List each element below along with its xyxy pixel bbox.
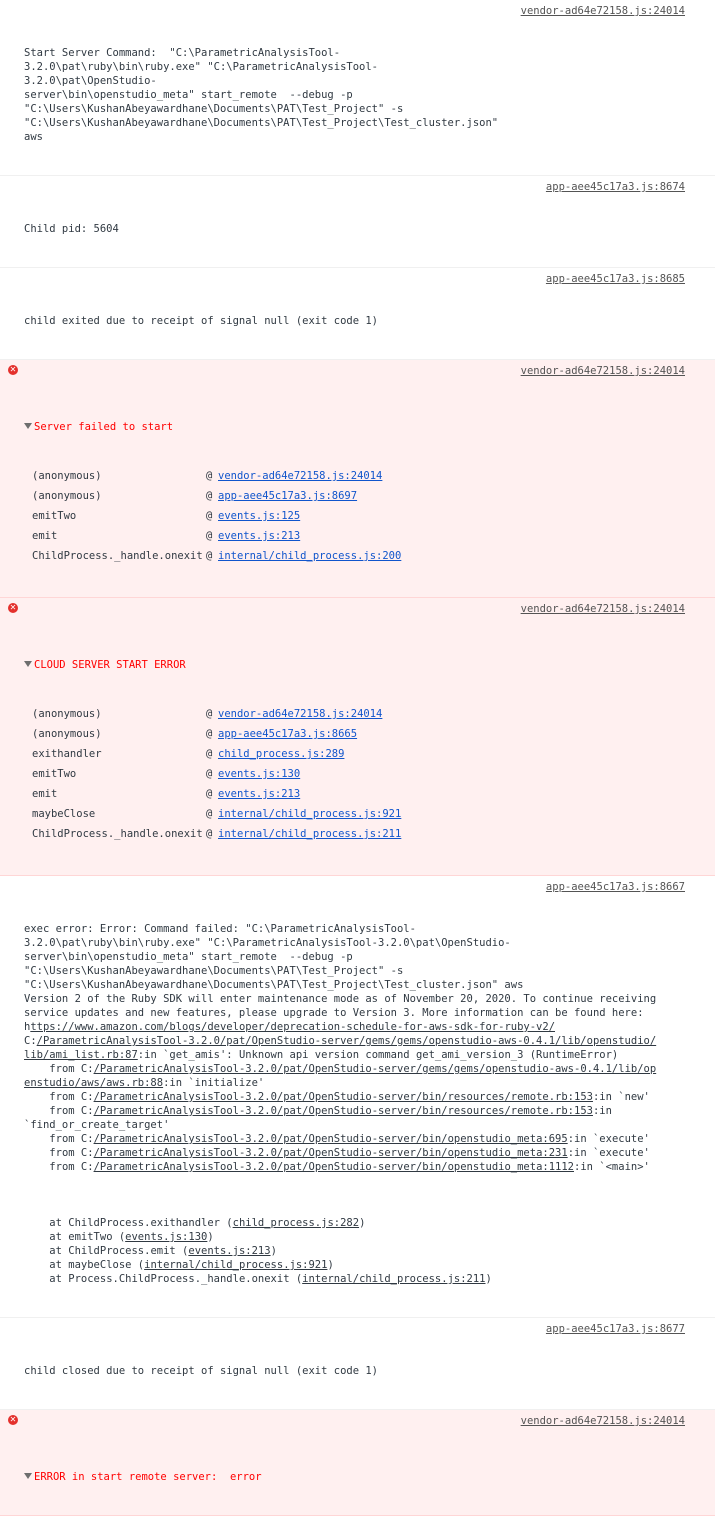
- js-frame-suffix: ): [485, 1273, 492, 1285]
- frame-location-link[interactable]: internal/child_process.js:200: [218, 550, 402, 562]
- runtime-error-text: :in `get_amis': Unknown api version command get_ami_version_3 (RuntimeError): [137, 1049, 619, 1061]
- js-frame-prefix: at maybeClose (: [24, 1259, 145, 1271]
- error-icon: ✕: [9, 1415, 17, 1424]
- stack-frame: [24, 506, 689, 526]
- ruby-frame-prefix: from C:: [24, 1063, 94, 1075]
- frame-function: exithandler: [32, 748, 102, 760]
- deprecation-link[interactable]: ttps://www.amazon.com/blogs/developer/deprecation-schedule-for-aws-sdk-for-ruby-v2/: [30, 1021, 556, 1033]
- error-icon: ✕: [9, 365, 17, 374]
- ruby-frame-suffix: :in `new': [592, 1091, 650, 1103]
- ruby-frame-link[interactable]: /ParametricAnalysisTool-3.2.0/pat/OpenStudio-server/bin/resources/remote.rb:153: [93, 1091, 593, 1103]
- at-symbol: @: [206, 728, 213, 740]
- js-frame-suffix: ): [270, 1245, 277, 1257]
- source-link[interactable]: vendor-ad64e72158.js:24014: [520, 365, 685, 377]
- message-text: Start Server Command: "C:\ParametricAnalysisTool- 3.2.0\pat\ruby\bin\ruby.exe" "C:\ParametricAnalysisTool-3.2.0\pat\OpenStudio- server\bin\openstudio_meta" start_remote --debug -p "C:\Users\KushanAbeyawardhane\Documents\PAT\Test_Project" -s "C:\Users\KushanAbeyawardhane\Documents\PAT\Test_Project\Test_cluster.json" aws: [24, 47, 499, 143]
- at-symbol: @: [206, 828, 213, 840]
- ruby-frame-suffix: :in `execute': [567, 1147, 650, 1159]
- stack-frame: [24, 526, 689, 546]
- js-frame-link[interactable]: events.js:213: [188, 1245, 271, 1257]
- js-frame-link[interactable]: internal/child_process.js:211: [302, 1273, 486, 1285]
- ruby-frame-prefix: from C:: [24, 1091, 94, 1103]
- ruby-frame-link[interactable]: /ParametricAnalysisTool-3.2.0/pat/OpenStudio-server/gems/gems/openstudio-aws-0.4.1/lib/op enstudio/aws/aws.rb:88: [24, 1063, 657, 1089]
- stack-trace: [24, 704, 689, 844]
- at-symbol: @: [206, 510, 213, 522]
- frame-function: (anonymous): [32, 728, 102, 740]
- frame-function: emit: [32, 788, 58, 800]
- at-symbol: @: [206, 550, 213, 562]
- console-error-remote-server: [0, 1410, 715, 1516]
- source-link[interactable]: vendor-ad64e72158.js:24014: [520, 5, 685, 17]
- stack-frame: [24, 804, 689, 824]
- expand-triangle-icon[interactable]: [24, 661, 32, 667]
- frame-function: emitTwo: [32, 768, 77, 780]
- frame-location-link[interactable]: vendor-ad64e72158.js:24014: [218, 470, 383, 482]
- frame-function: maybeClose: [32, 808, 96, 820]
- ruby-frame-link[interactable]: /ParametricAnalysisTool-3.2.0/pat/OpenStudio-server/bin/openstudio_meta:1112: [93, 1161, 574, 1173]
- js-frame-link[interactable]: child_process.js:282: [232, 1217, 360, 1229]
- source-link[interactable]: app-aee45c17a3.js:8685: [545, 273, 685, 285]
- stack-frame: [24, 764, 689, 784]
- path-drive: C:: [24, 1035, 37, 1047]
- at-symbol: @: [206, 808, 213, 820]
- ruby-frame-link[interactable]: /ParametricAnalysisTool-3.2.0/pat/OpenStudio-server/bin/openstudio_meta:231: [93, 1147, 568, 1159]
- stack-frame: [24, 704, 689, 724]
- ruby-frame-link[interactable]: /ParametricAnalysisTool-3.2.0/pat/OpenStudio-server/bin/resources/remote.rb:153: [93, 1105, 593, 1117]
- error-title: CLOUD SERVER START ERROR: [34, 659, 186, 671]
- source-link[interactable]: app-aee45c17a3.js:8677: [545, 1323, 685, 1335]
- stack-frame: [24, 724, 689, 744]
- error-title: ERROR in start remote server: error: [34, 1471, 262, 1483]
- js-frame-prefix: at ChildProcess.emit (: [24, 1245, 189, 1257]
- frame-function: (anonymous): [32, 490, 102, 502]
- ruby-frame-suffix: :in `find_or_create_target': [24, 1105, 612, 1131]
- source-link[interactable]: app-aee45c17a3.js:8667: [545, 881, 685, 893]
- ruby-backtrace: [24, 1063, 656, 1173]
- ruby-frame-prefix: from C:: [24, 1105, 94, 1117]
- at-symbol: @: [206, 748, 213, 760]
- frame-function: (anonymous): [32, 708, 102, 720]
- message-text: child closed due to receipt of signal null (exit code 1): [24, 1365, 379, 1377]
- ruby-frame-link[interactable]: /ParametricAnalysisTool-3.2.0/pat/OpenStudio-server/bin/openstudio_meta:695: [93, 1133, 568, 1145]
- frame-location-link[interactable]: events.js:125: [218, 510, 301, 522]
- js-frame-prefix: at ChildProcess.exithandler (: [24, 1217, 233, 1229]
- frame-function: ChildProcess._handle.onexit: [32, 828, 203, 840]
- expand-triangle-icon[interactable]: [24, 423, 32, 429]
- ruby-frame-suffix: :in `execute': [567, 1133, 650, 1145]
- frame-function: emit: [32, 530, 58, 542]
- console-message-child-pid: [0, 176, 715, 268]
- exec-error-head: exec error: Error: Command failed: "C:\ParametricAnalysisTool- 3.2.0\pat\ruby\bin\ruby.exe" "C:\ParametricAnalysisTool-3.2.0\pat\OpenStudio- server\bin\openstudio_meta" start_remote --debug -p "C:\Users\KushanAbeyawardhane\Documents\PAT\Test_Project" -s "C:\Users\KushanAbeyawardhane\Documents\PAT\Test_Project\Test_cluster.json" aws Version 2 of the Ruby SDK will enter maintenance mode as of November 20, 2020. To continue receiving service updates and new features, please upgrade to Version 3. More information can be found here: h: [24, 923, 657, 1033]
- frame-location-link[interactable]: app-aee45c17a3.js:8697: [218, 490, 358, 502]
- ruby-frame-prefix: from C:: [24, 1133, 94, 1145]
- frame-function: emitTwo: [32, 510, 77, 522]
- frame-location-link[interactable]: events.js:213: [218, 530, 301, 542]
- message-text: child exited due to receipt of signal null (exit code 1): [24, 315, 379, 327]
- at-symbol: @: [206, 768, 213, 780]
- frame-location-link[interactable]: events.js:213: [218, 788, 301, 800]
- at-symbol: @: [206, 530, 213, 542]
- js-frame-link[interactable]: internal/child_process.js:921: [144, 1259, 328, 1271]
- console-message-child-exited: [0, 268, 715, 360]
- console-error-cloud-server: [0, 598, 715, 876]
- console-message-child-closed: [0, 1318, 715, 1410]
- stack-frame: [24, 824, 689, 844]
- stack-trace: [24, 466, 689, 566]
- stack-frame: [24, 466, 689, 486]
- stack-frame: [24, 486, 689, 506]
- frame-location-link[interactable]: child_process.js:289: [218, 748, 345, 760]
- js-frame-suffix: ): [207, 1231, 214, 1243]
- frame-location-link[interactable]: internal/child_process.js:921: [218, 808, 402, 820]
- expand-triangle-icon[interactable]: [24, 1473, 32, 1479]
- js-frame-prefix: at emitTwo (: [24, 1231, 126, 1243]
- stack-frame: [24, 744, 689, 764]
- js-frame-suffix: ): [359, 1217, 366, 1229]
- error-icon: ✕: [9, 603, 17, 612]
- ruby-frame-suffix: :in `<main>': [574, 1161, 650, 1173]
- frame-location-link[interactable]: internal/child_process.js:211: [218, 828, 402, 840]
- js-frame-suffix: ): [327, 1259, 334, 1271]
- console-message-start-command: [0, 0, 715, 176]
- source-link[interactable]: vendor-ad64e72158.js:24014: [520, 603, 685, 615]
- frame-location-link[interactable]: vendor-ad64e72158.js:24014: [218, 708, 383, 720]
- ruby-frame-suffix: :in `initialize': [163, 1077, 265, 1089]
- js-frame-link[interactable]: events.js:130: [125, 1231, 208, 1243]
- message-text: Child pid: 5604: [24, 223, 119, 235]
- frame-function: ChildProcess._handle.onexit: [32, 550, 203, 562]
- ami-list-link[interactable]: /ParametricAnalysisTool-3.2.0/pat/OpenStudio-server/gems/gems/openstudio-aws-0.4.1/lib/openstudio/ lib/ami_list.rb:87: [24, 1035, 657, 1061]
- stack-frame: [24, 784, 689, 804]
- at-symbol: @: [206, 788, 213, 800]
- error-title: Server failed to start: [34, 421, 174, 433]
- source-link[interactable]: app-aee45c17a3.js:8674: [545, 181, 685, 193]
- ruby-frame-prefix: from C:: [24, 1161, 94, 1173]
- frame-location-link[interactable]: events.js:130: [218, 768, 301, 780]
- frame-location-link[interactable]: app-aee45c17a3.js:8665: [218, 728, 358, 740]
- stack-frame: [24, 546, 689, 566]
- frame-function: (anonymous): [32, 470, 102, 482]
- console-message-exec-error: [0, 876, 715, 1318]
- at-symbol: @: [206, 708, 213, 720]
- js-frame-prefix: at Process.ChildProcess._handle.onexit (: [24, 1273, 303, 1285]
- ruby-frame-prefix: from C:: [24, 1147, 94, 1159]
- console-error-server-failed: [0, 360, 715, 598]
- at-symbol: @: [206, 470, 213, 482]
- at-symbol: @: [206, 490, 213, 502]
- js-backtrace: [24, 1217, 492, 1285]
- exec-error-body: [24, 922, 689, 1286]
- source-link[interactable]: vendor-ad64e72158.js:24014: [520, 1415, 685, 1427]
